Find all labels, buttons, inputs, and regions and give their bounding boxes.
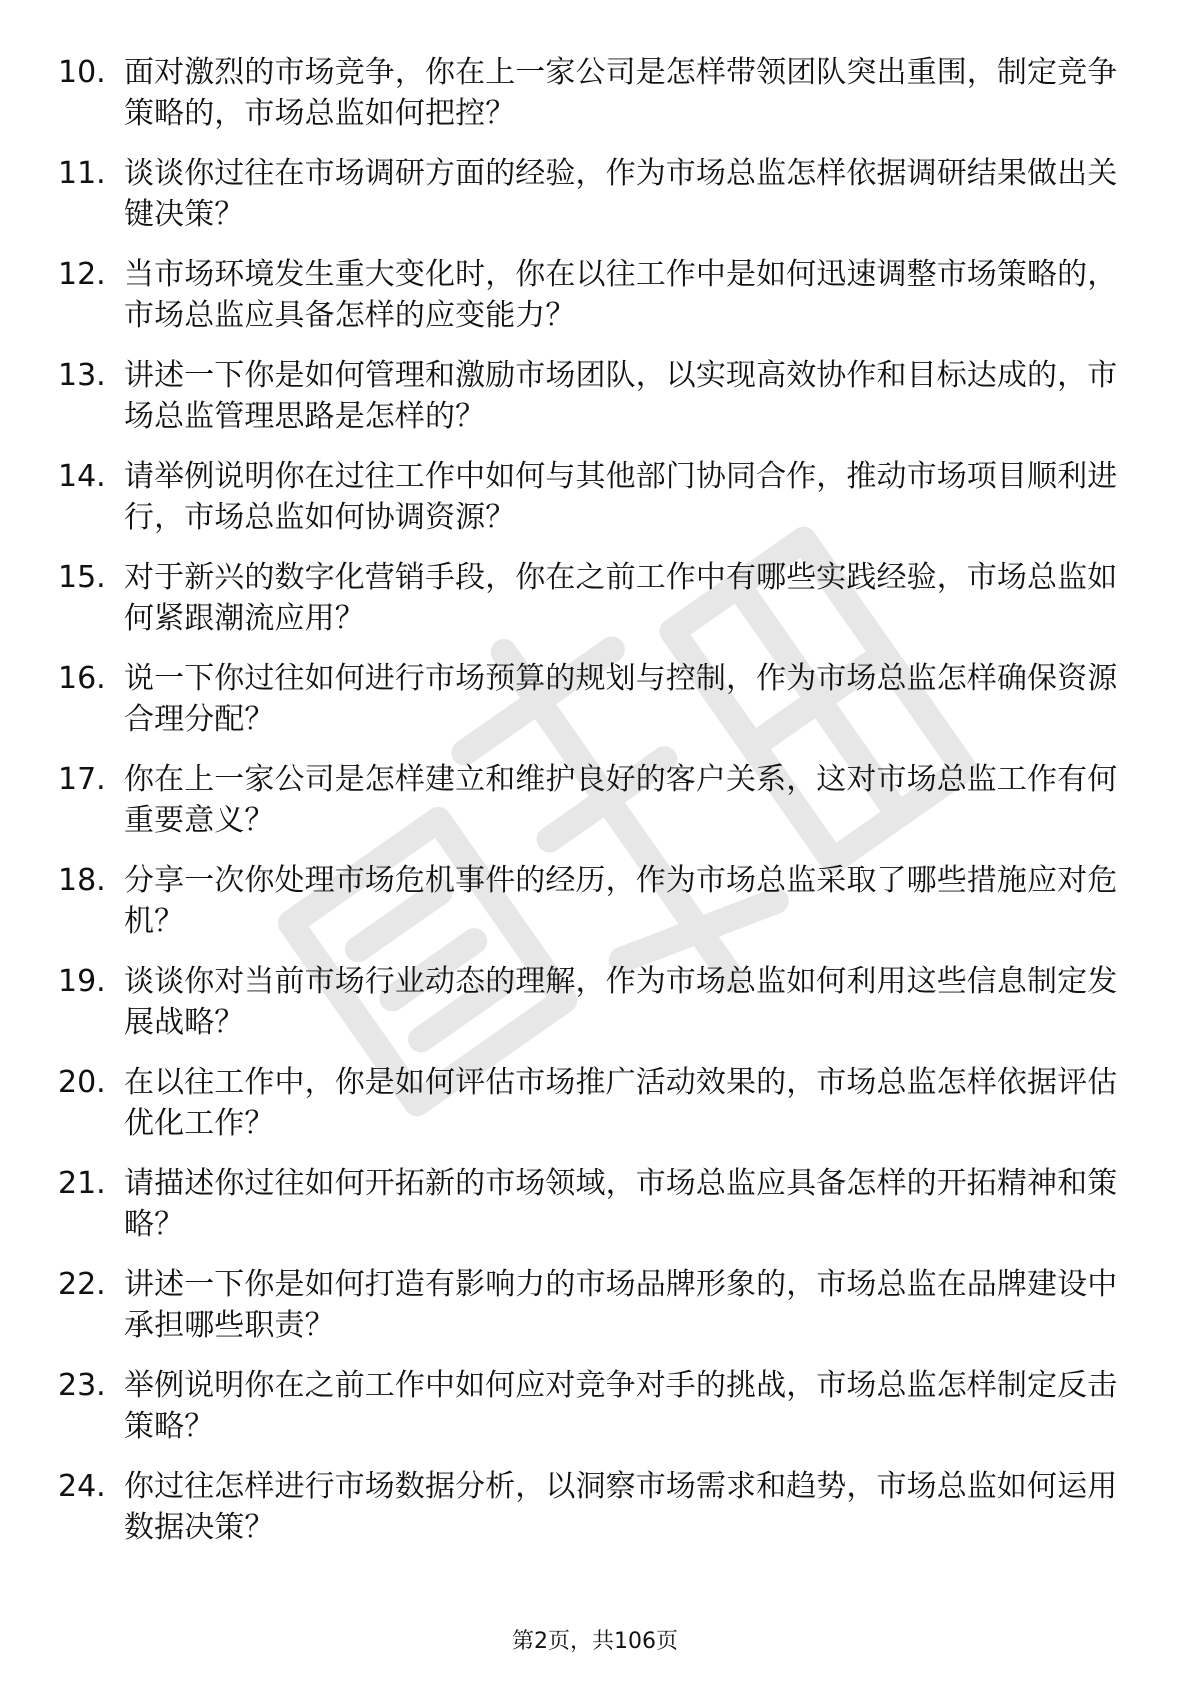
question-number: 10. [58, 55, 106, 90]
question-item [58, 153, 1118, 235]
question-number: 22. [58, 1267, 106, 1302]
question-text: 讲述一下你是如何管理和激励市场团队，以实现高效协作和目标达成的，市场总监管理思路是怎样的？ [124, 358, 1118, 434]
question-text: 讲述一下你是如何打造有影响力的市场品牌形象的，市场总监在品牌建设中承担哪些职责？ [124, 1267, 1118, 1343]
question-text: 请举例说明你在过往工作中如何与其他部门协同合作，推动市场项目顺利进行，市场总监如何协调资源？ [124, 459, 1118, 535]
question-text: 分享一次你处理市场危机事件的经历，作为市场总监采取了哪些措施应对危机？ [124, 863, 1118, 939]
question-text: 当市场环境发生重大变化时，你在以往工作中是如何迅速调整市场策略的，市场总监应具备怎样的应变能力？ [124, 257, 1118, 333]
question-item [58, 658, 1118, 740]
question-text: 在以往工作中，你是如何评估市场推广活动效果的，市场总监怎样依据评估优化工作？ [124, 1065, 1118, 1141]
page-footer [0, 1628, 1190, 1656]
question-item [58, 1264, 1118, 1346]
question-item [58, 860, 1118, 942]
page-number-label: 第2页，共106页 [512, 1629, 678, 1654]
question-number: 13. [58, 358, 106, 393]
question-text: 请描述你过往如何开拓新的市场领域，市场总监应具备怎样的开拓精神和策略？ [124, 1166, 1118, 1242]
question-number: 19. [58, 964, 106, 999]
question-item [58, 254, 1118, 336]
question-number: 16. [58, 661, 106, 696]
question-item [58, 1466, 1118, 1548]
question-number: 23. [58, 1368, 106, 1403]
question-item [58, 52, 1118, 134]
question-number: 12. [58, 257, 106, 292]
question-text: 谈谈你对当前市场行业动态的理解，作为市场总监如何利用这些信息制定发展战略？ [124, 964, 1118, 1040]
question-number: 21. [58, 1166, 106, 1201]
question-item [58, 1163, 1118, 1245]
question-number: 14. [58, 459, 106, 494]
question-number: 11. [58, 156, 106, 191]
question-item [58, 1365, 1118, 1447]
question-text: 说一下你过往如何进行市场预算的规划与控制，作为市场总监怎样确保资源合理分配？ [124, 661, 1118, 737]
question-number: 15. [58, 560, 106, 595]
question-number: 18. [58, 863, 106, 898]
question-number: 24. [58, 1469, 106, 1504]
question-item [58, 355, 1118, 437]
question-number: 17. [58, 762, 106, 797]
question-text: 你过往怎样进行市场数据分析，以洞察市场需求和趋势，市场总监如何运用数据决策？ [124, 1469, 1118, 1545]
question-text: 你在上一家公司是怎样建立和维护良好的客户关系，这对市场总监工作有何重要意义？ [124, 762, 1118, 838]
question-number: 20. [58, 1065, 106, 1100]
question-list [58, 52, 1118, 1567]
question-text: 举例说明你在之前工作中如何应对竞争对手的挑战，市场总监怎样制定反击策略？ [124, 1368, 1118, 1444]
question-item [58, 961, 1118, 1043]
question-text: 对于新兴的数字化营销手段，你在之前工作中有哪些实践经验，市场总监如何紧跟潮流应用？ [124, 560, 1118, 636]
question-text: 谈谈你过往在市场调研方面的经验，作为市场总监怎样依据调研结果做出关键决策？ [124, 156, 1118, 232]
question-item [58, 456, 1118, 538]
question-item [58, 759, 1118, 841]
question-text: 面对激烈的市场竞争，你在上一家公司是怎样带领团队突出重围，制定竞争策略的，市场总监如何把控？ [124, 55, 1118, 131]
question-item [58, 1062, 1118, 1144]
question-item [58, 557, 1118, 639]
